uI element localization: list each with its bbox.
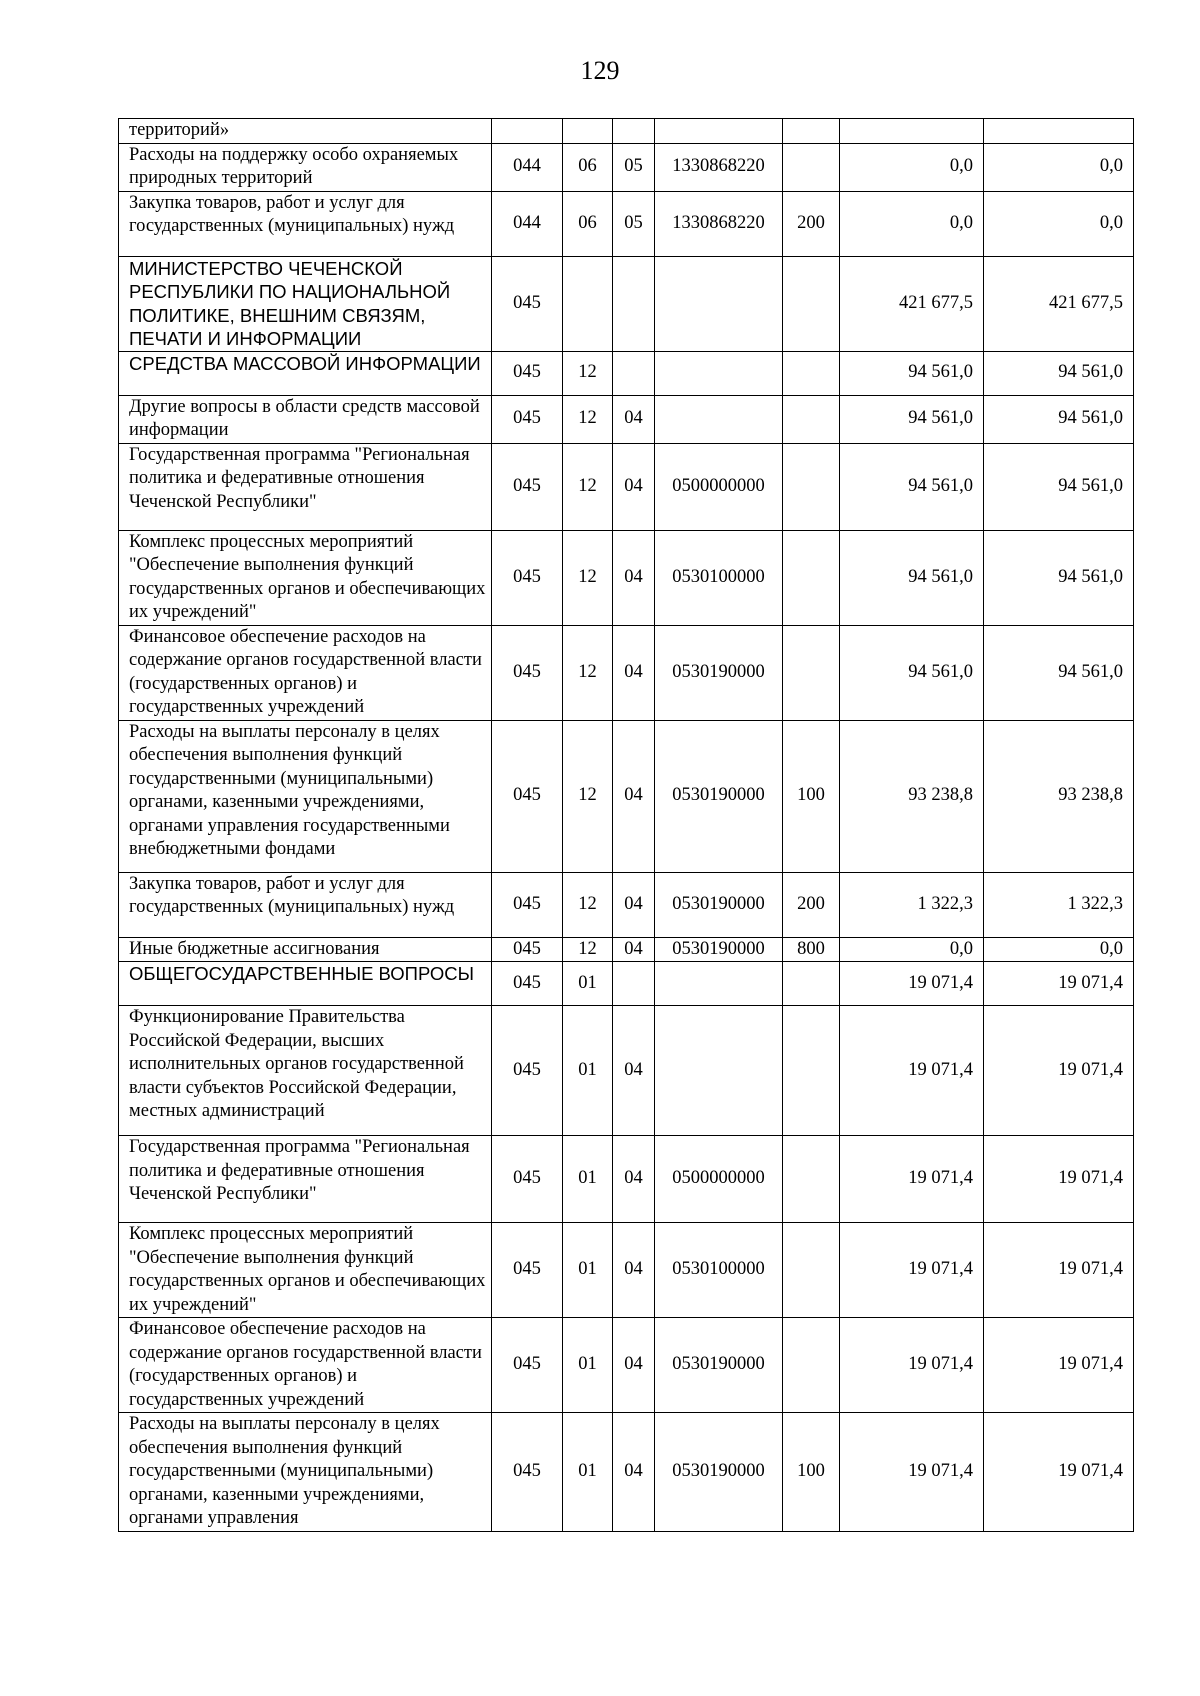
section-code-cell <box>563 119 613 144</box>
ministry-code-cell: 044 <box>492 191 563 256</box>
subsection-code-cell: 05 <box>613 191 655 256</box>
table-row <box>119 720 1134 872</box>
ministry-code-cell: 045 <box>492 1006 563 1136</box>
section-code-cell: 01 <box>563 962 613 1006</box>
target-article-cell: 1330868220 <box>655 191 783 256</box>
subsection-code-cell: 04 <box>613 720 655 872</box>
expense-name-cell: Функционирование Правительства Российской Федерации, высших исполнительных органов государственной власти субъектов Российской Федерации, местных администраций <box>119 1006 492 1136</box>
amount-first-year-cell: 94 561,0 <box>840 530 984 625</box>
expense-name-cell: Другие вопросы в области средств массовой информации <box>119 395 492 443</box>
amount-first-year-cell: 0,0 <box>840 937 984 962</box>
amount-first-year-cell: 93 238,8 <box>840 720 984 872</box>
expense-name-cell: Расходы на выплаты персоналу в целях обеспечения выполнения функций государственными (муниципальными) органами, казенными учреждениями, органами управления <box>119 1413 492 1532</box>
section-code-cell: 12 <box>563 395 613 443</box>
expense-name-cell: СРЕДСТВА МАССОВОЙ ИНФОРМАЦИИ <box>119 351 492 395</box>
target-article-cell: 1330868220 <box>655 143 783 191</box>
expense-type-cell: 200 <box>783 872 840 937</box>
subsection-code-cell: 04 <box>613 625 655 720</box>
target-article-cell: 0530190000 <box>655 625 783 720</box>
ministry-code-cell: 045 <box>492 443 563 530</box>
section-code-cell: 12 <box>563 720 613 872</box>
amount-first-year-cell: 19 071,4 <box>840 1006 984 1136</box>
expense-type-cell <box>783 395 840 443</box>
table-row <box>119 395 1134 443</box>
section-code-cell: 06 <box>563 191 613 256</box>
expense-name-cell: Закупка товаров, работ и услуг для государственных (муниципальных) нужд <box>119 191 492 256</box>
amount-first-year-cell: 19 071,4 <box>840 1136 984 1223</box>
expense-name-cell: территорий» <box>119 119 492 144</box>
amount-second-year-cell: 0,0 <box>984 143 1134 191</box>
expense-type-cell: 100 <box>783 1413 840 1532</box>
expense-type-cell <box>783 530 840 625</box>
amount-second-year-cell: 19 071,4 <box>984 1223 1134 1318</box>
amount-first-year-cell: 0,0 <box>840 191 984 256</box>
amount-first-year-cell: 421 677,5 <box>840 256 984 351</box>
ministry-code-cell: 045 <box>492 351 563 395</box>
amount-first-year-cell: 94 561,0 <box>840 625 984 720</box>
section-code-cell: 01 <box>563 1136 613 1223</box>
ministry-code-cell: 045 <box>492 720 563 872</box>
target-article-cell: 0530100000 <box>655 1223 783 1318</box>
target-article-cell <box>655 1006 783 1136</box>
expense-name-cell: Финансовое обеспечение расходов на содержание органов государственной власти (государственных органов) и государственных учреждений <box>119 625 492 720</box>
amount-first-year-cell: 94 561,0 <box>840 443 984 530</box>
amount-first-year-cell: 0,0 <box>840 143 984 191</box>
section-code-cell: 12 <box>563 937 613 962</box>
amount-second-year-cell: 94 561,0 <box>984 443 1134 530</box>
target-article-cell: 0500000000 <box>655 443 783 530</box>
amount-first-year-cell: 19 071,4 <box>840 1413 984 1532</box>
subsection-code-cell <box>613 962 655 1006</box>
amount-second-year-cell: 94 561,0 <box>984 395 1134 443</box>
expense-name-cell: Иные бюджетные ассигнования <box>119 937 492 962</box>
amount-first-year-cell: 94 561,0 <box>840 351 984 395</box>
expense-type-cell <box>783 119 840 144</box>
section-code-cell: 12 <box>563 351 613 395</box>
amount-first-year-cell: 19 071,4 <box>840 1318 984 1413</box>
expense-name-cell: Финансовое обеспечение расходов на содержание органов государственной власти (государственных органов) и государственных учреждений <box>119 1318 492 1413</box>
table-row <box>119 1318 1134 1413</box>
section-code-cell: 12 <box>563 872 613 937</box>
amount-second-year-cell <box>984 119 1134 144</box>
expense-type-cell <box>783 1136 840 1223</box>
target-article-cell: 0530190000 <box>655 1318 783 1413</box>
ministry-code-cell: 045 <box>492 962 563 1006</box>
amount-second-year-cell: 19 071,4 <box>984 1006 1134 1136</box>
ministry-code-cell: 045 <box>492 1413 563 1532</box>
amount-second-year-cell: 0,0 <box>984 937 1134 962</box>
expense-name-cell: Государственная программа "Региональная политика и федеративные отношения Чеченской Республики" <box>119 443 492 530</box>
expense-type-cell: 100 <box>783 720 840 872</box>
subsection-code-cell: 04 <box>613 443 655 530</box>
section-code-cell: 12 <box>563 530 613 625</box>
ministry-code-cell: 045 <box>492 530 563 625</box>
expense-name-cell: Расходы на выплаты персоналу в целях обеспечения выполнения функций государственными (муниципальными) органами, казенными учреждениями, органами управления государственными внебюджетными фондами <box>119 720 492 872</box>
expense-type-cell <box>783 1223 840 1318</box>
expense-type-cell <box>783 351 840 395</box>
ministry-code-cell: 045 <box>492 1223 563 1318</box>
target-article-cell <box>655 962 783 1006</box>
ministry-code-cell: 045 <box>492 395 563 443</box>
section-code-cell: 12 <box>563 443 613 530</box>
subsection-code-cell: 04 <box>613 1006 655 1136</box>
table-row <box>119 530 1134 625</box>
section-code-cell: 01 <box>563 1006 613 1136</box>
amount-first-year-cell: 94 561,0 <box>840 395 984 443</box>
table-row <box>119 962 1134 1006</box>
amount-first-year-cell: 19 071,4 <box>840 962 984 1006</box>
ministry-code-cell <box>492 119 563 144</box>
subsection-code-cell: 04 <box>613 872 655 937</box>
amount-first-year-cell: 19 071,4 <box>840 1223 984 1318</box>
expense-name-cell: Закупка товаров, работ и услуг для государственных (муниципальных) нужд <box>119 872 492 937</box>
expense-type-cell <box>783 625 840 720</box>
table-row <box>119 1223 1134 1318</box>
subsection-code-cell <box>613 351 655 395</box>
amount-second-year-cell: 19 071,4 <box>984 962 1134 1006</box>
ministry-code-cell: 045 <box>492 1136 563 1223</box>
expense-name-cell: ОБЩЕГОСУДАРСТВЕННЫЕ ВОПРОСЫ <box>119 962 492 1006</box>
section-code-cell: 01 <box>563 1413 613 1532</box>
target-article-cell <box>655 119 783 144</box>
expense-name-cell: Государственная программа "Региональная политика и федеративные отношения Чеченской Республики" <box>119 1136 492 1223</box>
subsection-code-cell: 04 <box>613 1413 655 1532</box>
expense-type-cell <box>783 443 840 530</box>
target-article-cell <box>655 256 783 351</box>
expense-type-cell <box>783 1006 840 1136</box>
table-row <box>119 351 1134 395</box>
expense-type-cell: 800 <box>783 937 840 962</box>
ministry-code-cell: 045 <box>492 256 563 351</box>
budget-table <box>118 118 1134 1532</box>
amount-second-year-cell: 19 071,4 <box>984 1318 1134 1413</box>
table-row <box>119 872 1134 937</box>
table-row <box>119 191 1134 256</box>
target-article-cell: 0530190000 <box>655 720 783 872</box>
page-number: 129 <box>580 56 620 85</box>
table-row <box>119 443 1134 530</box>
expense-type-cell <box>783 256 840 351</box>
target-article-cell: 0530190000 <box>655 872 783 937</box>
subsection-code-cell: 04 <box>613 1318 655 1413</box>
ministry-code-cell: 045 <box>492 625 563 720</box>
amount-second-year-cell: 19 071,4 <box>984 1413 1134 1532</box>
amount-second-year-cell: 94 561,0 <box>984 351 1134 395</box>
amount-second-year-cell: 93 238,8 <box>984 720 1134 872</box>
subsection-code-cell <box>613 256 655 351</box>
table-row <box>119 256 1134 351</box>
expense-name-cell: МИНИСТЕРСТВО ЧЕЧЕНСКОЙ РЕСПУБЛИКИ ПО НАЦИОНАЛЬНОЙ ПОЛИТИКЕ, ВНЕШНИМ СВЯЗЯМ, ПЕЧАТИ И ИНФОРМАЦИИ <box>119 256 492 351</box>
table-row <box>119 1136 1134 1223</box>
expense-type-cell <box>783 143 840 191</box>
expense-name-cell: Комплекс процессных мероприятий "Обеспечение выполнения функций государственных органов и обеспечивающих их учреждений" <box>119 1223 492 1318</box>
target-article-cell: 0500000000 <box>655 1136 783 1223</box>
table-row <box>119 119 1134 144</box>
subsection-code-cell: 04 <box>613 395 655 443</box>
subsection-code-cell: 05 <box>613 143 655 191</box>
target-article-cell <box>655 351 783 395</box>
expense-name-cell: Расходы на поддержку особо охраняемых природных территорий <box>119 143 492 191</box>
expense-type-cell <box>783 962 840 1006</box>
subsection-code-cell: 04 <box>613 530 655 625</box>
target-article-cell: 0530190000 <box>655 937 783 962</box>
subsection-code-cell: 04 <box>613 1223 655 1318</box>
subsection-code-cell: 04 <box>613 1136 655 1223</box>
table-row <box>119 1006 1134 1136</box>
expense-type-cell: 200 <box>783 191 840 256</box>
amount-second-year-cell: 1 322,3 <box>984 872 1134 937</box>
subsection-code-cell: 04 <box>613 937 655 962</box>
expense-name-cell: Комплекс процессных мероприятий "Обеспечение выполнения функций государственных органов и обеспечивающих их учреждений" <box>119 530 492 625</box>
amount-second-year-cell: 94 561,0 <box>984 530 1134 625</box>
target-article-cell <box>655 395 783 443</box>
amount-first-year-cell <box>840 119 984 144</box>
table-row <box>119 625 1134 720</box>
table-row <box>119 143 1134 191</box>
amount-first-year-cell: 1 322,3 <box>840 872 984 937</box>
amount-second-year-cell: 0,0 <box>984 191 1134 256</box>
budget-table-body <box>119 119 1134 1532</box>
table-row <box>119 937 1134 962</box>
ministry-code-cell: 045 <box>492 1318 563 1413</box>
ministry-code-cell: 044 <box>492 143 563 191</box>
section-code-cell: 01 <box>563 1318 613 1413</box>
table-row <box>119 1413 1134 1532</box>
target-article-cell: 0530190000 <box>655 1413 783 1532</box>
section-code-cell: 01 <box>563 1223 613 1318</box>
subsection-code-cell <box>613 119 655 144</box>
amount-second-year-cell: 19 071,4 <box>984 1136 1134 1223</box>
section-code-cell <box>563 256 613 351</box>
ministry-code-cell: 045 <box>492 872 563 937</box>
ministry-code-cell: 045 <box>492 937 563 962</box>
amount-second-year-cell: 421 677,5 <box>984 256 1134 351</box>
section-code-cell: 06 <box>563 143 613 191</box>
expense-type-cell <box>783 1318 840 1413</box>
section-code-cell: 12 <box>563 625 613 720</box>
amount-second-year-cell: 94 561,0 <box>984 625 1134 720</box>
target-article-cell: 0530100000 <box>655 530 783 625</box>
